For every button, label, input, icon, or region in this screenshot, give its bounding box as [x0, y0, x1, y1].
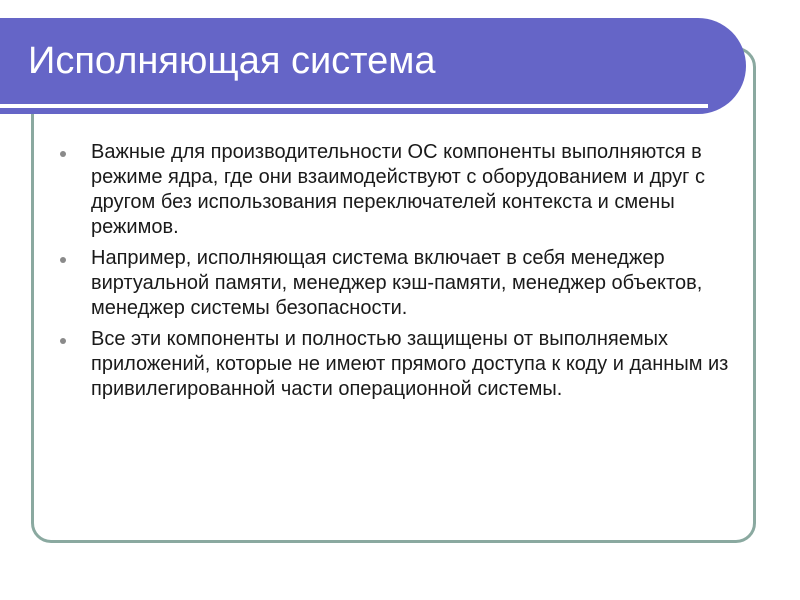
bullet-dot-icon [60, 338, 66, 344]
bullet-dot-icon [60, 151, 66, 157]
bullet-item [58, 246, 738, 321]
bullet-list [58, 140, 738, 408]
bullet-text: Все эти компоненты и полностью защищены от выполняемых приложений, которые не имеют прямого доступа к коду и данным из привилегированной части операционной системы. [91, 328, 729, 400]
bullet-dot-icon [60, 257, 66, 263]
bullet-text: Важные для производительности ОС компоненты выполняются в режиме ядра, где они взаимодействуют с оборудованием и друг с другом без использования переключателей контекста и смены режимов. [91, 141, 705, 238]
title-underline [0, 104, 708, 108]
bullet-item [58, 327, 738, 402]
slide-title: Исполняющая система [28, 40, 436, 82]
bullet-item [58, 140, 738, 240]
bullet-text: Например, исполняющая система включает в себя менеджер виртуальной памяти, менеджер кэш-памяти, менеджер объектов, менеджер системы безопасности. [91, 247, 703, 319]
